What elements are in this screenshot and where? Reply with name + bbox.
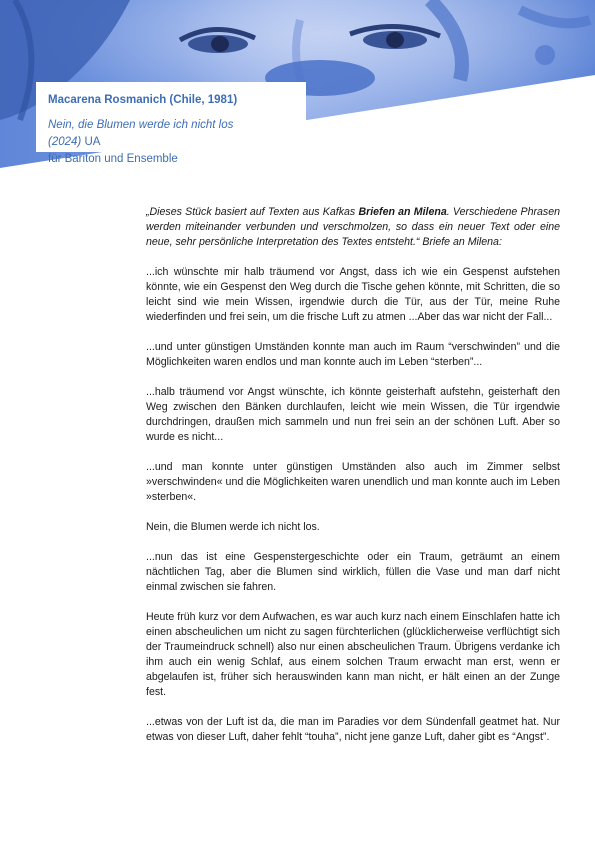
text-paragraph: ...halb träumend vor Angst wünschte, ich könnte geisterhaft aufstehn, geisterhaft den Weg zwischen den Bänken durchlaufen, leicht wie mein Wissen, die Tür irgendwie durchdringen, draußen mich sammeln und nun frei sein an der schönen Luft. Aber so wurde es nicht...	[146, 386, 560, 443]
intro-paragraph	[146, 205, 560, 250]
text-paragraph: ...nun das ist eine Gespenstergeschichte oder ein Traum, geträumt an einem nächtlichen Tag, aber die Blumen sind wirklich, füllen die Vase und man darf nicht einmal zwischen sie fahren.	[146, 551, 560, 593]
work-year-line	[48, 134, 298, 151]
work-title-line	[48, 117, 298, 134]
premiere-mark: UA	[84, 136, 101, 148]
intro-prefix: „Dieses Stück basiert auf Texten aus Kafkas	[146, 206, 359, 218]
text-paragraph: ...etwas von der Luft ist da, die man im Paradies vor dem Sündenfall geatmet hat. Nur etwas von dieser Luft, daher fehlt “touha”, nicht jene ganze Luft, daher gibt es “Angst”.	[146, 716, 560, 743]
text-paragraph: ...und man konnte unter günstigen Umständen also auch im Zimmer selbst »verschwinden« und die Möglichkeiten waren unendlich und man konnte auch im Leben »sterben«.	[146, 461, 560, 503]
program-note	[146, 205, 560, 760]
text-paragraph: ...und unter günstigen Umständen konnte man auch im Raum “verschwinden” und die Möglichkeiten waren endlos und man konnte auch im Leben “sterben”...	[146, 341, 560, 368]
work-year: (2024)	[48, 136, 82, 148]
text-paragraph: ...ich wünschte mir halb träumend vor Angst, dass ich wie ein Gespenst aufstehen könnte, wie ein Gespenst den Weg durch die Tische gehen könnte, mit Schritten, die so leicht sind wie mein Wissen, irgendwie durch die Tür, aus der Tür, meine Ruhe wiederfinden und frei sein, um die frische Luft zu atmen ...Aber das war nicht der Fall...	[146, 266, 560, 323]
composer-name: Macarena Rosmanich (Chile, 1981)	[48, 94, 238, 106]
instrumentation: für Bariton und Ensemble	[48, 153, 178, 165]
work-title: Nein, die Blumen werde ich nicht los	[48, 119, 234, 131]
work-header	[48, 92, 298, 168]
text-paragraph: Nein, die Blumen werde ich nicht los.	[146, 521, 320, 533]
intro-bold-title: Briefen an Milena	[358, 206, 447, 218]
text-paragraph: Heute früh kurz vor dem Aufwachen, es war auch kurz nach einem Einschlafen hatte ich einen abscheulichen um nicht zu sagen fürchterlichen (glücklicherweise verflüchtigt sich der Traumeindruck schnell) also nur einen abscheulichen Traum. Übrigens verdanke ich ihm auch ein wenig Schlaf, aus einem solchen Traum erwacht man erst, wenn er abgelaufen ist, früher sich herauswinden kann man nicht, er hält einen an der Zunge fest.	[146, 611, 560, 698]
intro-suffix: . Verschiedene Phrasen werden miteinander verbunden und verschmolzen, so dass ein neuer Text oder eine neue, sehr persönliche Interpretation des Textes entsteht.“ Briefe an Milena:	[146, 206, 560, 248]
